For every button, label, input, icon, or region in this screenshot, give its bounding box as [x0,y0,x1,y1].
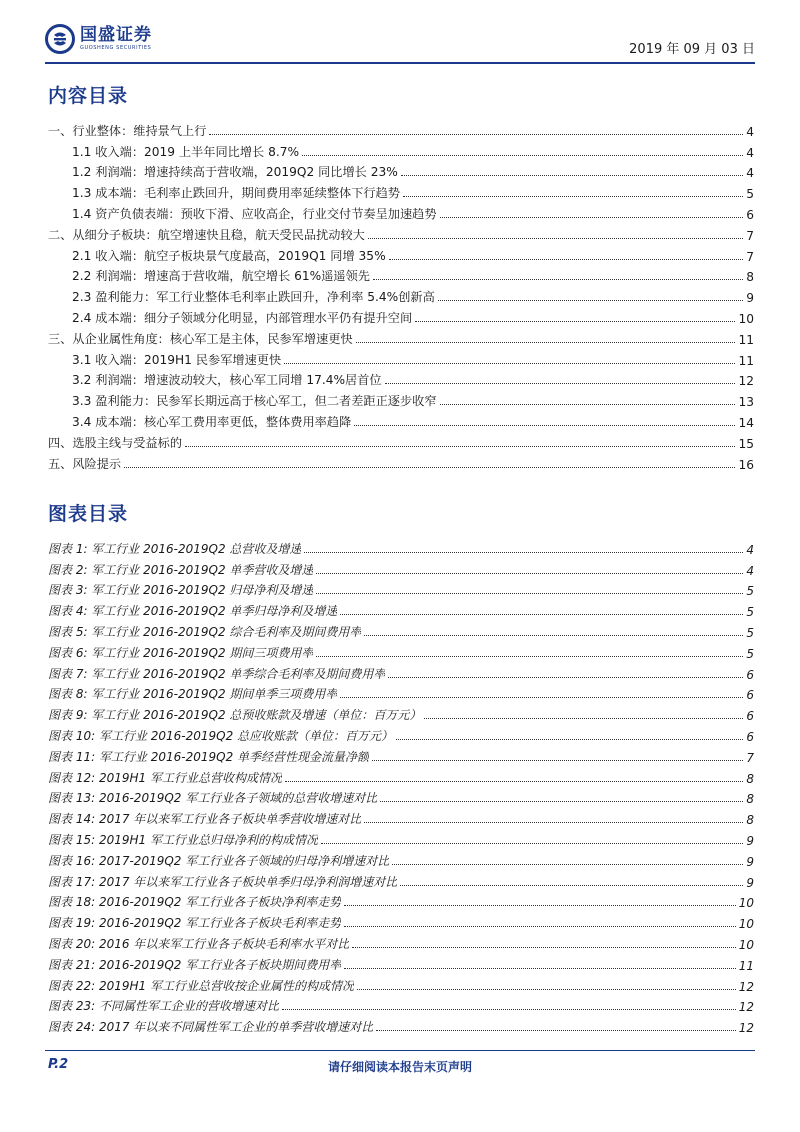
entry-page: 6 [746,729,754,744]
entry-page: 10 [738,917,754,932]
entry-page: 9 [746,291,754,306]
entry-page: 16 [738,457,754,472]
leader-dots [401,175,743,176]
leader-dots [440,217,744,218]
toc-entry[interactable] [48,347,754,368]
leader-dots [380,801,743,802]
entry-label: 图表 6: 军工行业 2016-2019Q2 期间三项费用率 [48,645,314,660]
entry-label: 3.4 成本端：核心军工费用率更低，整体费用率趋降 [72,414,352,429]
toc-entry[interactable] [48,430,754,451]
leader-dots [316,656,743,657]
leader-dots [373,279,743,280]
entry-page: 7 [746,228,754,243]
entry-label: 3.2 利润端：增速波动较大，核心军工同增 17.4%居首位 [72,373,382,388]
entry-label: 图表 22: 2019H1 军工行业总营收按企业属性的构成情况 [48,978,354,993]
toc-entry[interactable] [48,243,754,264]
page-number: P.2 [48,1057,69,1072]
figure-entry[interactable] [48,723,754,744]
leader-dots [424,718,743,719]
leader-dots [364,822,743,823]
toc-entry[interactable] [48,305,754,326]
toc-entry[interactable] [48,201,754,222]
entry-label: 3.1 收入端：2019H1 民参军增速更快 [72,352,282,367]
entry-page: 8 [746,771,754,786]
leader-dots [392,864,743,865]
footer-rule [45,1050,755,1051]
toc-entry[interactable] [48,326,754,347]
entry-page: 15 [738,436,754,451]
entry-label: 图表 21: 2016-2019Q2 军工行业各子板块期间费用率 [48,957,342,972]
entry-label: 1.2 利润端：增速持续高于营收端，2019Q2 同比增长 23% [72,165,398,180]
entry-page: 4 [746,563,754,578]
leader-dots [372,760,743,761]
entry-label: 3.3 盈利能力：民参军长期远高于核心军工，但二者差距正逐步收窄 [72,394,437,409]
entry-page: 13 [738,395,754,410]
entry-page: 10 [738,937,754,952]
disclaimer-note: 请仔细阅读本报告末页声明 [327,1060,472,1074]
entry-label: 1.3 成本端：毛利率止跌回升，期间费用率延续整体下行趋势 [72,186,400,201]
figure-entry[interactable] [48,910,754,931]
leader-dots [302,155,743,156]
entry-label: 图表 5: 军工行业 2016-2019Q2 综合毛利率及期间费用率 [48,624,362,639]
leader-dots [344,968,735,969]
leader-dots [388,677,743,678]
leader-dots [357,989,736,990]
entry-label: 图表 24: 2017 年以来不同属性军工企业的单季营收增速对比 [48,1020,374,1035]
leader-dots [438,300,743,301]
leader-dots [321,843,743,844]
leader-dots [440,404,736,405]
leader-dots [389,259,744,260]
figure-entry[interactable] [48,557,754,578]
entry-label: 图表 23: 不同属性军工企业的营收增速对比 [48,999,279,1014]
entry-page: 12 [738,1021,754,1036]
entry-label: 五、风险提示 [48,456,122,471]
entry-page: 5 [746,605,754,620]
entry-label: 图表 1: 军工行业 2016-2019Q2 总营收及增速 [48,541,302,556]
toc-entry[interactable] [48,139,754,160]
entry-label: 图表 19: 2016-2019Q2 军工行业各子板块毛利率走势 [48,916,342,931]
leader-dots [284,363,735,364]
entry-page: 11 [738,353,754,368]
entry-page: 6 [746,709,754,724]
entry-label: 图表 12: 2019H1 军工行业总营收构成情况 [48,770,282,785]
leader-dots [403,196,743,197]
figure-entry[interactable] [48,994,754,1015]
figure-entry[interactable] [48,661,754,682]
figure-entry[interactable] [48,806,754,827]
leader-dots [282,1009,736,1010]
entry-page: 5 [746,187,754,202]
entry-label: 二、从细分子板块：航空增速快且稳，航天受民品扰动较大 [48,227,365,242]
entry-label: 图表 8: 军工行业 2016-2019Q2 期间单季三项费用率 [48,687,338,702]
entry-page: 7 [746,249,754,264]
entry-label: 图表 20: 2016 年以来军工行业各子板块毛利率水平对比 [48,936,350,951]
entry-page: 5 [746,646,754,661]
entry-page: 5 [746,625,754,640]
leader-dots [376,1030,735,1031]
entry-page: 5 [746,584,754,599]
leader-dots [124,467,735,468]
entry-label: 图表 15: 2019H1 军工行业总归母净利的构成情况 [48,832,318,847]
entry-page: 7 [746,750,754,765]
entry-page: 4 [746,542,754,557]
toc-entry[interactable] [48,409,754,430]
figure-entry[interactable] [48,931,754,952]
leader-dots [344,905,735,906]
leader-dots [285,781,743,782]
entry-page: 11 [738,332,754,347]
entry-page: 14 [738,415,754,430]
figure-entry[interactable] [48,598,754,619]
leader-dots [396,739,743,740]
entry-page: 9 [746,833,754,848]
entry-page: 12 [738,1000,754,1015]
toc-entry[interactable] [48,284,754,305]
figure-entry[interactable] [48,744,754,765]
figures-title: 图表目录 [48,503,129,525]
entry-label: 图表 4: 军工行业 2016-2019Q2 单季归母净利及增速 [48,604,338,619]
header-rule [45,62,755,64]
figure-entry[interactable] [48,952,754,973]
toc-entry[interactable] [48,388,754,409]
entry-page: 8 [746,792,754,807]
figure-entry[interactable] [48,702,754,723]
leader-dots [316,573,743,574]
entry-label: 2.1 收入端：航空子板块景气度最高，2019Q1 同增 35% [72,248,386,263]
entry-page: 9 [746,854,754,869]
entry-label: 1.4 资产负债表端：预收下滑、应收高企，行业交付节奏呈加速趋势 [72,206,437,221]
contents-list [48,118,754,472]
figure-entry[interactable] [48,973,754,994]
entry-label: 四、选股主线与受益标的 [48,435,183,450]
leader-dots [344,926,735,927]
toc-entry[interactable] [48,368,754,389]
figure-entry[interactable] [48,619,754,640]
figure-entry[interactable] [48,682,754,703]
entry-label: 图表 9: 军工行业 2016-2019Q2 总预收账款及增速（单位：百万元） [48,708,422,723]
figure-entry[interactable] [48,765,754,786]
brand-name: 国盛证券 [80,25,152,45]
page-header [45,24,755,60]
entry-page: 6 [746,667,754,682]
leader-dots [352,947,735,948]
entry-label: 图表 16: 2017-2019Q2 军工行业各子领域的归母净利增速对比 [48,853,390,868]
brand-logo [45,24,152,54]
figure-entry[interactable] [48,848,754,869]
toc-entry[interactable] [48,222,754,243]
leader-dots [368,238,743,239]
figure-entry[interactable] [48,827,754,848]
figure-entry[interactable] [48,786,754,807]
toc-entry[interactable] [48,264,754,285]
entry-page: 12 [738,979,754,994]
entry-label: 1.1 收入端：2019 上半年同比增长 8.7% [72,144,300,159]
leader-dots [354,425,735,426]
entry-label: 图表 17: 2017 年以来军工行业各子板块单季归母净利润增速对比 [48,874,398,889]
entry-label: 图表 11: 军工行业 2016-2019Q2 单季经营性现金流量净额 [48,749,370,764]
entry-page: 4 [746,145,754,160]
leader-dots [316,593,743,594]
entry-page: 10 [738,896,754,911]
entry-page: 4 [746,124,754,139]
entry-page: 12 [738,374,754,389]
leader-dots [356,342,736,343]
entry-label: 2.4 成本端：细分子领域分化明显，内部管理水平仍有提升空间 [72,310,413,325]
entry-label: 2.3 盈利能力：军工行业整体毛利率止跌回升，净利率 5.4%创新高 [72,290,435,305]
entry-label: 三、从企业属性角度：核心军工是主体，民参军增速更快 [48,331,353,346]
figures-list [48,536,754,1035]
leader-dots [385,383,736,384]
brand-name-en: GUOSHENG SECURITIES [80,45,152,51]
toc-entry[interactable] [48,160,754,181]
entry-label: 图表 14: 2017 年以来军工行业各子板块单季营收增速对比 [48,812,362,827]
figure-entry[interactable] [48,536,754,557]
leader-dots [340,697,743,698]
entry-label: 一、行业整体：维持景气上行 [48,123,207,138]
entry-page: 11 [738,958,754,973]
entry-label: 图表 3: 军工行业 2016-2019Q2 归母净利及增速 [48,583,314,598]
entry-label: 图表 10: 军工行业 2016-2019Q2 总应收账款（单位：百万元） [48,728,394,743]
entry-label: 2.2 利润端：增速高于营收端，航空增长 61%遥遥领先 [72,269,370,284]
entry-label: 图表 7: 军工行业 2016-2019Q2 单季综合毛利率及期间费用率 [48,666,386,681]
entry-page: 4 [746,166,754,181]
leader-dots [209,134,743,135]
entry-page: 6 [746,688,754,703]
entry-label: 图表 13: 2016-2019Q2 军工行业各子领域的总营收增速对比 [48,791,378,806]
toc-entry[interactable] [48,451,754,472]
figure-entry[interactable] [48,640,754,661]
entry-label: 图表 2: 军工行业 2016-2019Q2 单季营收及增速 [48,562,314,577]
leader-dots [415,321,735,322]
figure-entry[interactable] [48,1014,754,1035]
contents-title: 内容目录 [48,85,129,107]
leader-dots [400,885,743,886]
leader-dots [185,446,735,447]
entry-page: 8 [746,813,754,828]
leader-dots [304,552,743,553]
figure-entry[interactable] [48,869,754,890]
entry-page: 10 [738,311,754,326]
leader-dots [340,614,743,615]
entry-label: 图表 18: 2016-2019Q2 军工行业各子板块净利率走势 [48,895,342,910]
leader-dots [364,635,743,636]
figure-entry[interactable] [48,578,754,599]
entry-page: 9 [746,875,754,890]
figure-entry[interactable] [48,890,754,911]
entry-page: 6 [746,207,754,222]
toc-entry[interactable] [48,180,754,201]
guosheng-logo-icon [45,24,75,54]
report-date: 2019 年 09 月 03 日 [629,42,755,57]
toc-entry[interactable] [48,118,754,139]
entry-page: 8 [746,270,754,285]
